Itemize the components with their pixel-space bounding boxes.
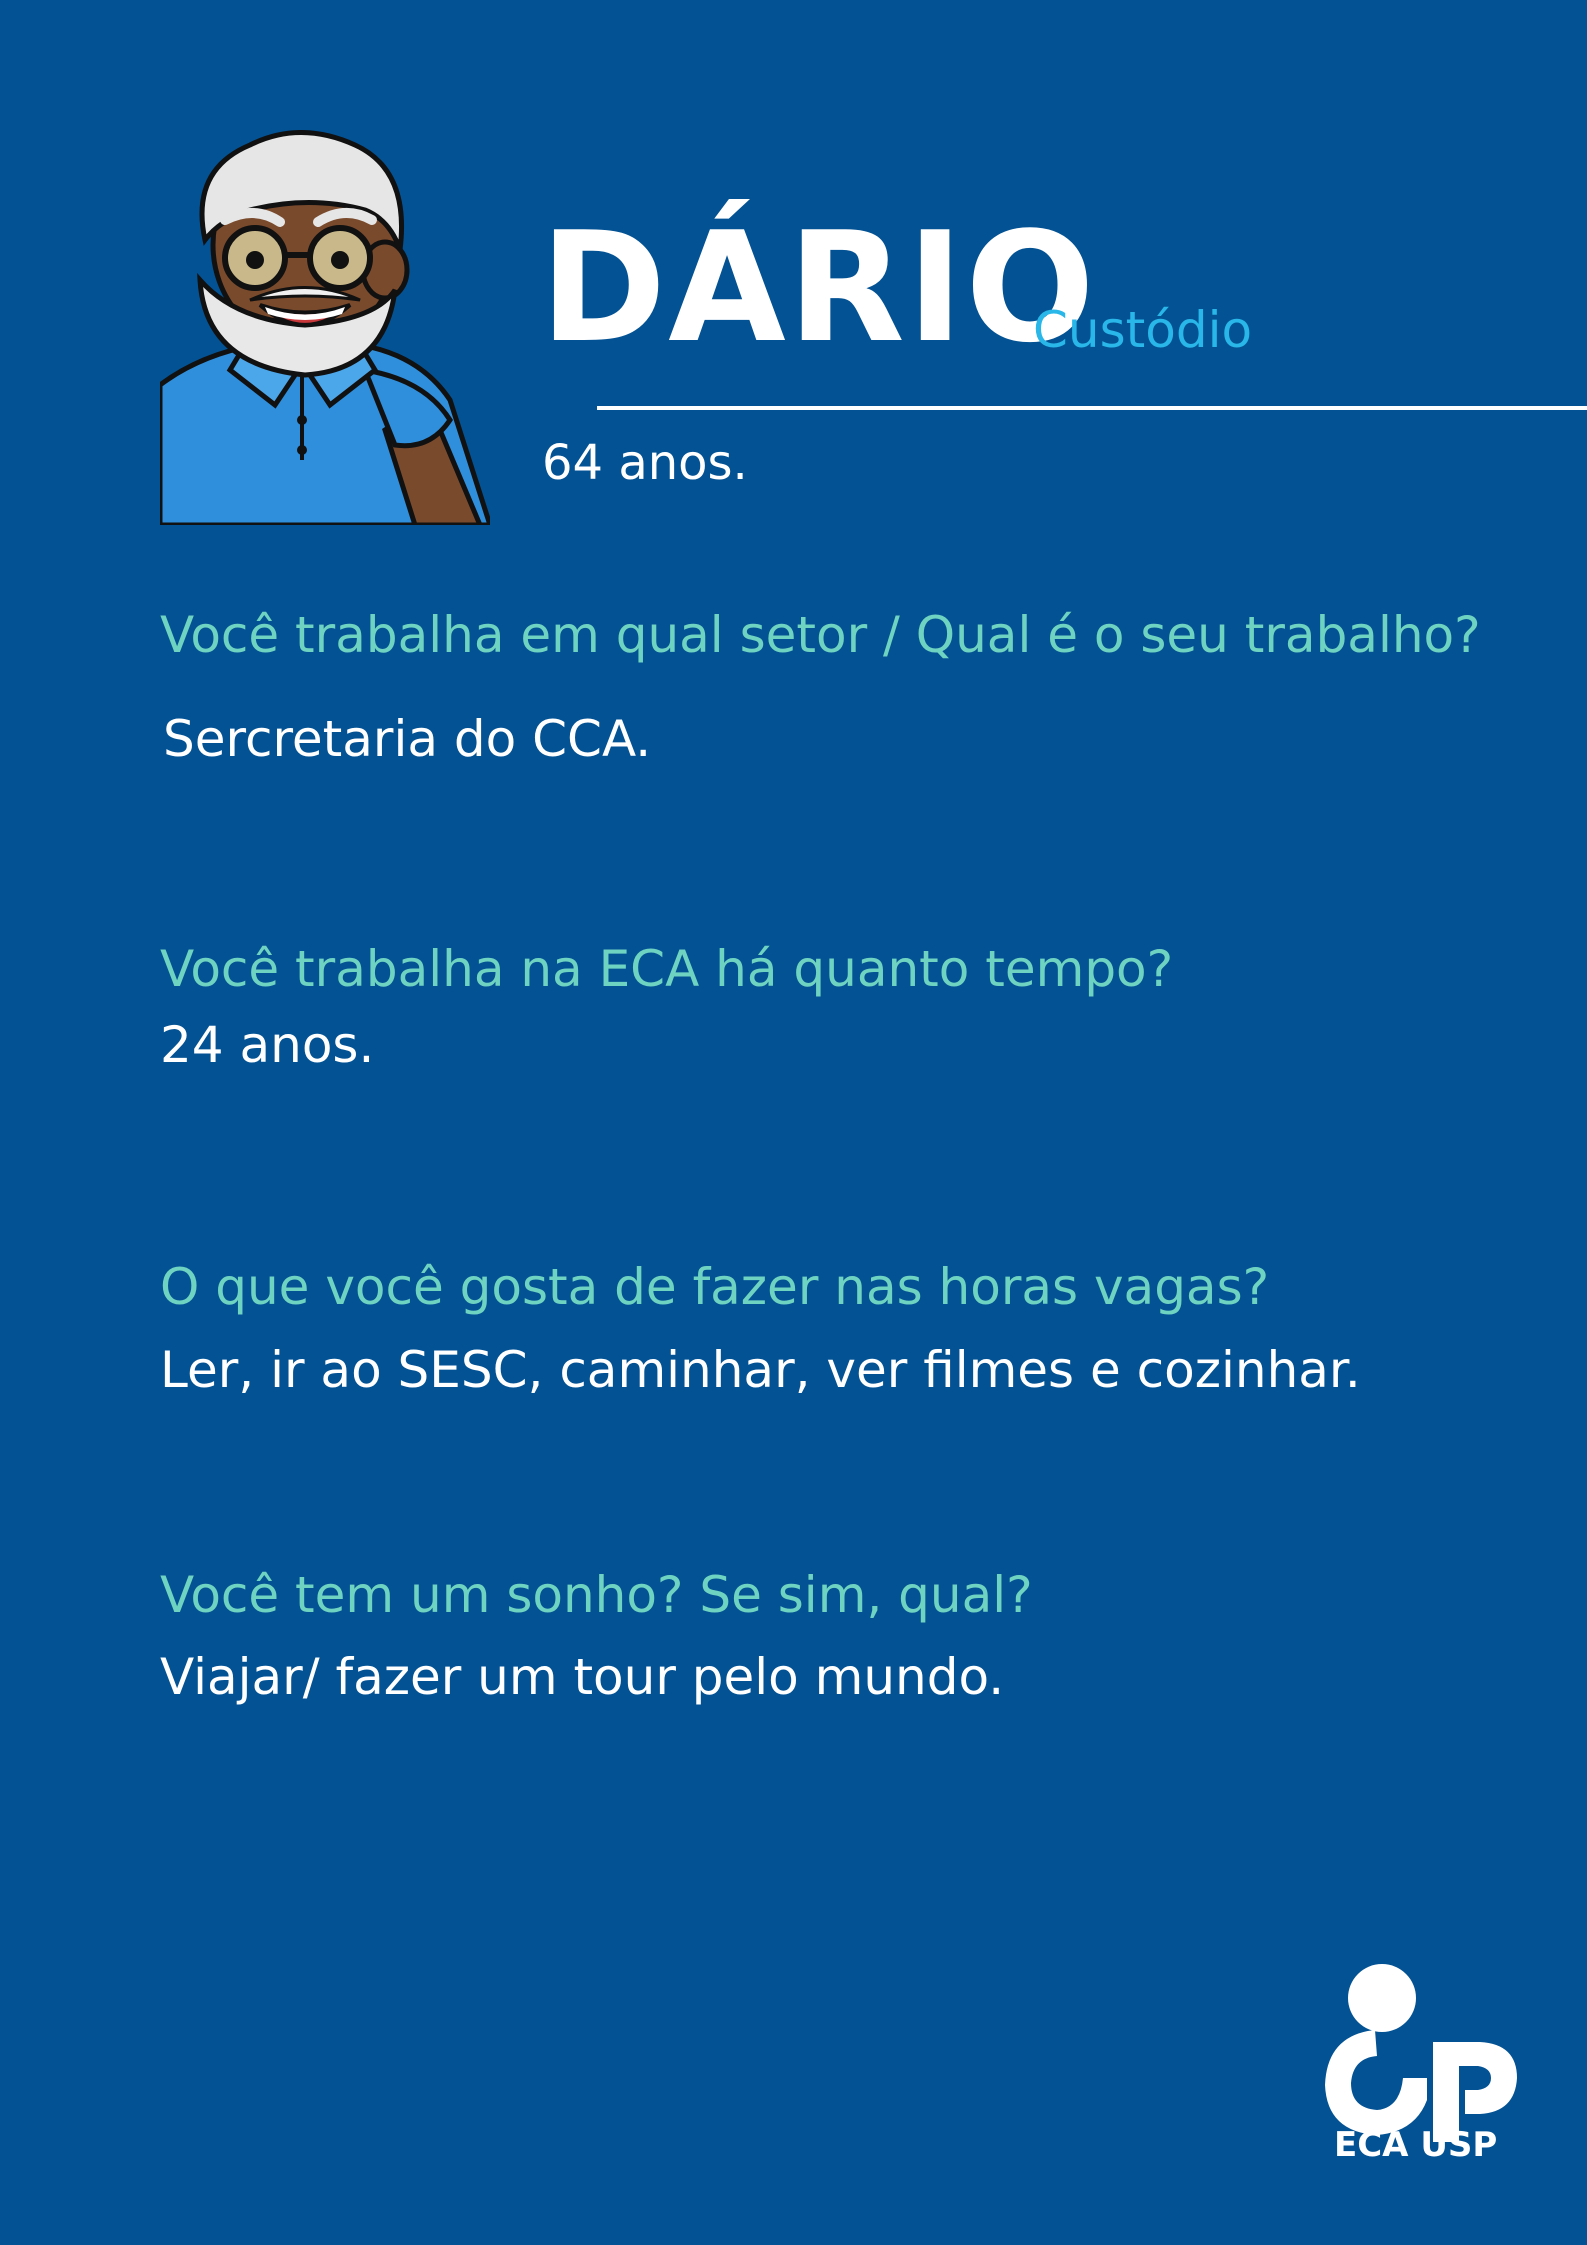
answer-3: Ler, ir ao SESC, caminhar, ver filmes e cozinhar. [160,1341,1361,1399]
question-3: O que você gosta de fazer nas horas vagas? [160,1258,1270,1316]
answer-1: Sercretaria do CCA. [163,710,652,768]
question-1: Você trabalha em qual setor / Qual é o seu trabalho? [160,606,1481,664]
avatar-illustration [160,130,490,525]
answer-2: 24 anos. [160,1016,375,1074]
profile-age: 64 anos. [542,435,748,491]
logo-label: ECA USP [1334,2125,1498,2165]
profile-role: Custódio [1033,301,1253,359]
question-2: Você trabalha na ECA há quanto tempo? [160,940,1174,998]
profile-name: DÁRIO [540,199,1097,376]
header-divider [597,406,1587,410]
question-4: Você tem um sonho? Se sim, qual? [160,1566,1033,1624]
answer-4: Viajar/ fazer um tour pelo mundo. [160,1648,1005,1706]
